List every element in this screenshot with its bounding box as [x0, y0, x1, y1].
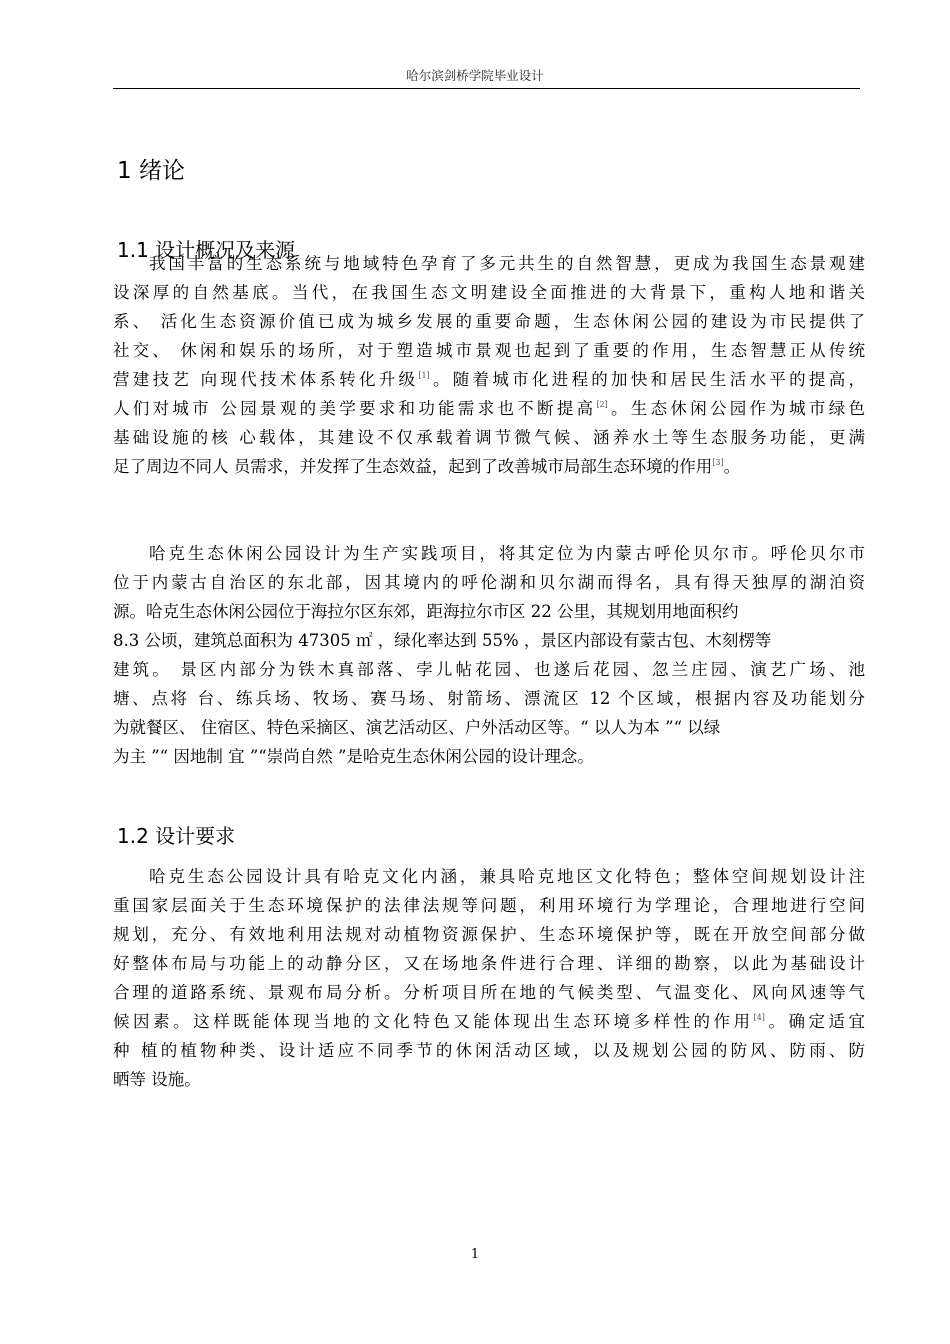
text-line: 哈克生态公园设计具有哈克文化内涵，兼具哈克地区文化特色；整体空间规划设计注: [149, 867, 865, 886]
text-line: 系、 活化生态资源价值已成为城乡发展的重要命题，生态休闲公园的建设为市民提供了: [113, 312, 865, 331]
text-span: 营建技艺 向现代技术体系转化升级: [113, 370, 419, 389]
text-line: [113, 365, 865, 394]
text-span: 人们对城市 公园景观的美学要求和功能需求也不断提高: [113, 399, 597, 418]
text-line: 8.3 公顷，建筑总面积为 47305 ㎡ ，绿化率达到 55% ，景区内部设有蒙古包、木刻楞等: [113, 631, 772, 650]
text-line: 位于内蒙古自治区的东北部，因其境内的呼伦湖和贝尔湖而得名，具有得天独厚的湖泊资: [113, 573, 865, 592]
text-line: 晒等 设施。: [113, 1070, 201, 1089]
citation-ref: [3]: [712, 458, 724, 467]
text-span: 。: [723, 457, 741, 476]
text-span: 。随着城市化进程的加快和居民生活水平的提高，: [429, 370, 865, 389]
text-line: 我国丰富的生态系统与地域特色孕育了多元共生的自然智慧，更成为我国生态景观建: [149, 254, 865, 273]
section-heading-1-1: 1.1 设计概况及来源: [117, 238, 296, 262]
text-span: 足了周边不同人 员需求，并发挥了生态效益，起到了改善城市局部生态环境的作用: [113, 457, 713, 476]
text-line: 规划，充分、有效地利用法规对动植物资源保护、生态环境保护等，既在开放空间部分做: [113, 925, 865, 944]
text-line: 重国家层面关于生态环境保护的法律法规等问题，利用环境行为学理论，合理地进行空间: [113, 896, 865, 915]
text-line: 基础设施的核 心载体，其建设不仅承载着调节微气候、涵养水土等生态服务功能，更满: [113, 428, 865, 447]
text-span: 。确定适宜: [764, 1012, 865, 1031]
text-span: 。生态休闲公园作为城市绿色: [607, 399, 865, 418]
text-span: 候因素。这样既能体现当地的文化特色又能体现出生态环境多样性的作用: [113, 1012, 754, 1031]
text-line: [113, 452, 865, 481]
text-line: 好整体布局与功能上的动静分区，又在场地条件进行合理、详细的勘察，以此为基础设计: [113, 954, 865, 973]
text-line: 哈克生态休闲公园设计为生产实践项目，将其定位为内蒙古呼伦贝尔市。呼伦贝尔市: [149, 544, 865, 563]
section-1-1-paragraph-2: [113, 539, 865, 771]
running-header: 哈尔滨剑桥学院毕业设计: [406, 68, 544, 83]
section-heading-1-2: 1.2 设计要求: [117, 824, 236, 848]
text-line: 社交、 休闲和娱乐的场所，对于塑造城市景观也起到了重要的作用，生态智慧正从传统: [113, 341, 865, 360]
citation-ref: [1]: [418, 371, 430, 380]
header-rule: [113, 88, 860, 89]
text-line: 建筑。 景区内部分为铁木真部落、孛儿帖花园、也遂后花园、忽兰庄园、演艺广场、池: [113, 660, 865, 679]
page-number: 1: [470, 1247, 480, 1262]
text-line: 设深厚的自然基底。当代，在我国生态文明建设全面推进的大背景下，重构人地和谐关: [113, 283, 865, 302]
text-line: 合理的道路系统、景观布局分析。分析项目所在地的气候类型、气温变化、风向风速等气: [113, 983, 865, 1002]
text-line: 为主 ”“ 因地制 宜 ”“崇尚自然 ”是哈克生态休闲公园的设计理念。: [113, 747, 594, 766]
citation-ref: [4]: [753, 1013, 765, 1022]
citation-ref: [2]: [596, 400, 608, 409]
text-line: 塘、点将 台、练兵场、牧场、赛马场、射箭场、漂流区 12 个区域，根据内容及功能划分: [113, 689, 865, 708]
text-line: [113, 1007, 865, 1036]
text-line: 源。哈克生态休闲公园位于海拉尔区东郊，距海拉尔市区 22 公里，其规划用地面积约: [113, 602, 739, 621]
section-1-2-paragraph: [113, 862, 865, 1094]
text-line: [113, 394, 865, 423]
chapter-heading: 1 绪论: [117, 158, 185, 184]
text-line: 种 植的植物种类、设计适应不同季节的休闲活动区域，以及规划公园的防风、防雨、防: [113, 1041, 865, 1060]
section-1-1-paragraph-1: [113, 249, 865, 481]
text-line: 为就餐区、 住宿区、特色采摘区、演艺活动区、户外活动区等。“ 以人为本 ”“ 以绿: [113, 718, 721, 737]
